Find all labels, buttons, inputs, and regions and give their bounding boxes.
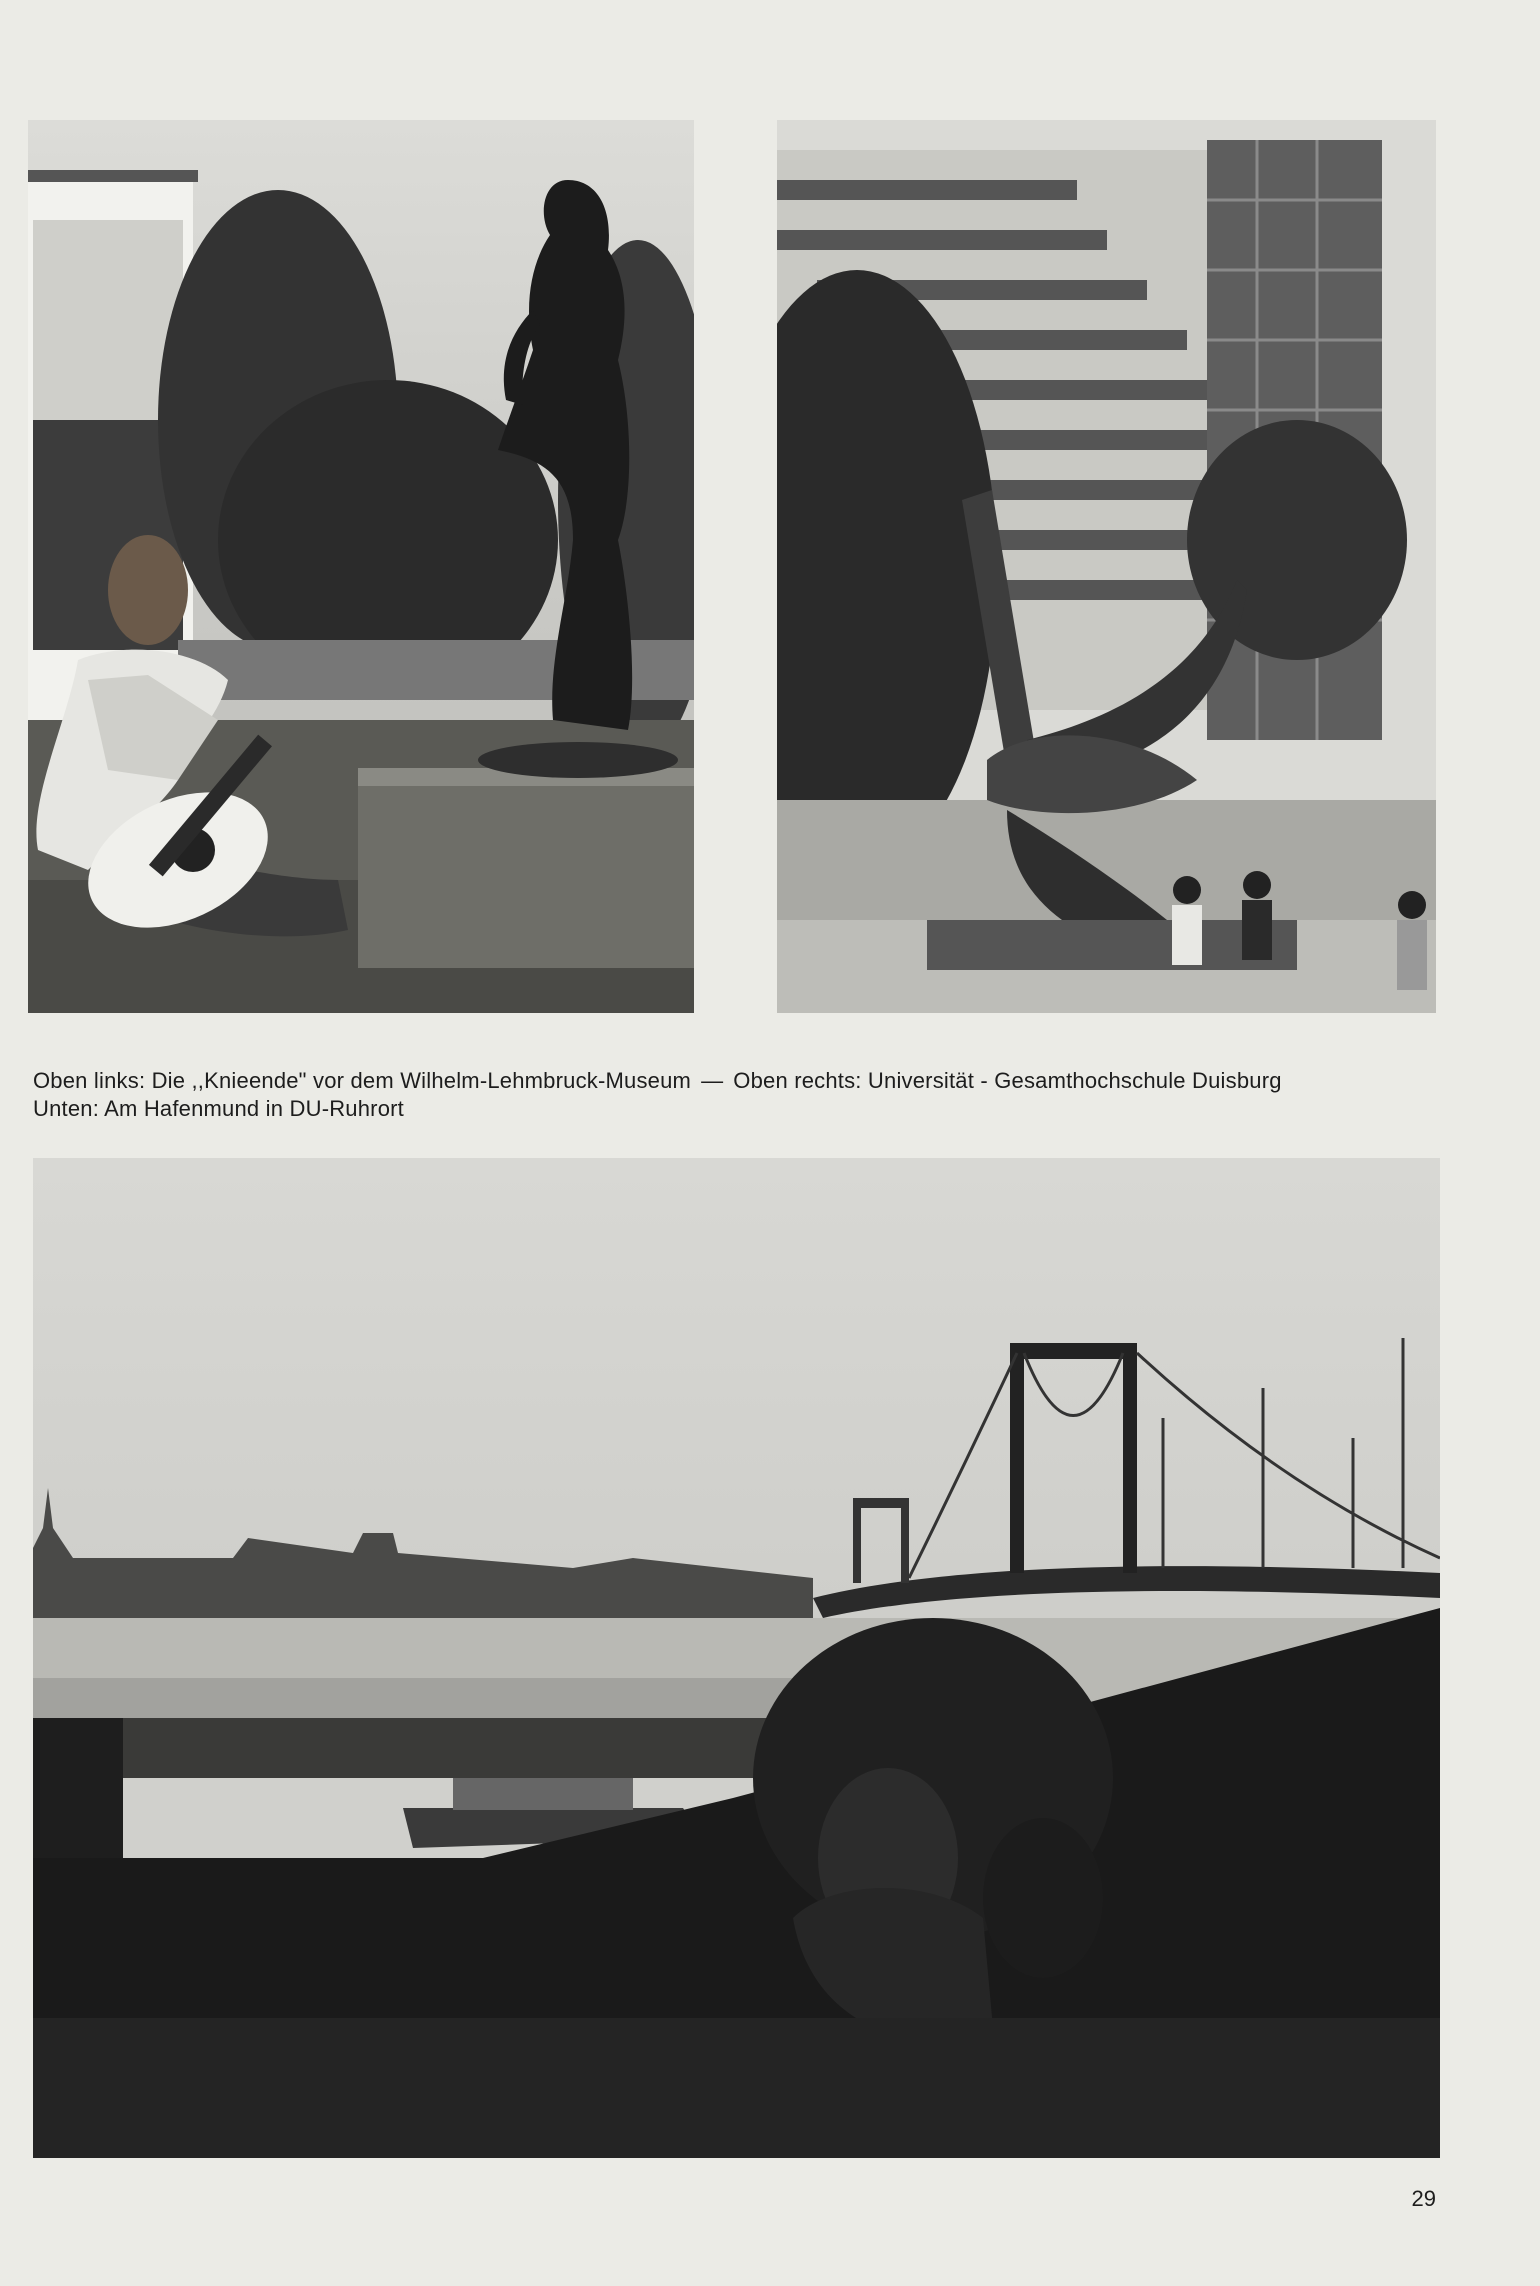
photo-knieende-sculpture — [28, 120, 694, 1013]
photo-university-duisburg — [777, 120, 1436, 1013]
caption-line-1 — [33, 1067, 1443, 1095]
photo-caption — [33, 1067, 1443, 1123]
photo-hafenmund-ruhrort — [33, 1158, 1440, 2158]
caption-top-right: Oben rechts: Universität - Gesamthochschule Duisburg — [733, 1068, 1282, 1093]
page-number: 29 — [1411, 2186, 1436, 2211]
caption-top-left: Oben links: Die ,,Knieende" vor dem Wilhelm-Lehmbruck-Museum — [33, 1068, 692, 1093]
caption-bottom: Unten: Am Hafenmund in DU-Ruhrort — [33, 1096, 404, 1121]
caption-separator: — — [701, 1068, 724, 1093]
